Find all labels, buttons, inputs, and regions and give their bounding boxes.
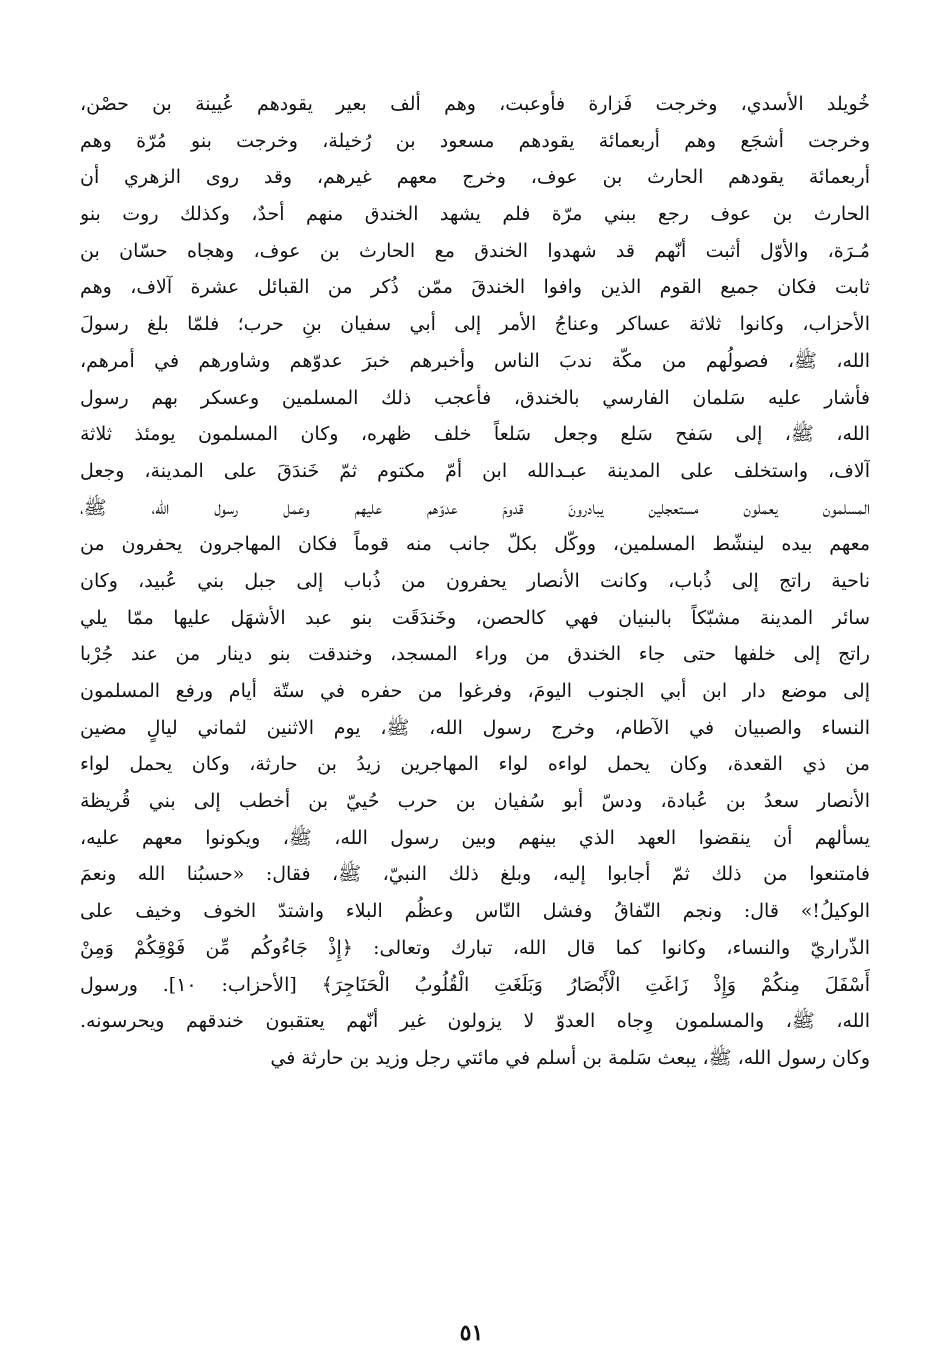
text-line: الله، ﷺ، إلى سَفح سَلع وجعل سَلعاً خلف ظهره، وكان المسلمون يومئذ ثلاثة	[80, 423, 870, 446]
text-line: أَسْفَلَ مِنكُمْ وَإِذْ زَاغَتِ الْأَبْصَارُ وَبَلَغَتِ الْقُلُوبُ الْحَنَاجِرَ﴾ [الأحزاب: ١٠]. ورسول	[80, 973, 870, 996]
text-line: ناحية راتج إلى ذُباب، وكانت الأنصار يحفرون من ذُباب إلى جبل بني عُبيد، وكان	[80, 569, 870, 592]
text-line: وكان رسول الله، ﷺ، يبعث سَلمة بن أسلم في مائتي رجل وزيد بن حارثة في	[270, 1046, 870, 1069]
text-line: فامتنعوا من ذلك ثمّ أجابوا إليه، وبلغ ذلك النبيّ، ﷺ، فقال: «حسبُنا الله ونعمَ	[80, 863, 870, 886]
text-line: الوكيلُ!» قال: ونجم النّفاقُ وفشل النّاس وعظُم البلاء واشتدّ الخوف وخيف على	[80, 900, 870, 923]
text-line: الأحزاب، وكانوا ثلاثة عساكر وعناجُ الأمر إلى أبي سفيان بنِ حرب؛ فلمّا بلغ رسولَ	[80, 313, 870, 336]
text-line: إلى موضع دار ابن أبي الجنوب اليومَ، وفرغوا من حفره في ستّة أيام ورفع المسلمون	[80, 680, 870, 702]
text-line: خُويلد الأسدي، وخرجت فَزارة فأوعبت، وهم ألف بعير يقودهم عُيينة بن حصْن،	[80, 93, 870, 115]
text-line: الحارث بن عوف رجع ببني مرّة فلم يشهد الخندق منهم أحدٌ، وكذلك روت بنو	[80, 203, 870, 226]
text-line: الله، ﷺ، فصولُهم من مكّة ندبَ الناس وأخبرهم خبرَ عدوّهم وشاورهم في أمرهم،	[80, 349, 870, 372]
text-line: معهم بيده لينشّط المسلمين، ووكّل بكلّ جانب منه قوماً فكان المهاجرون يحفرون من	[80, 533, 870, 556]
body-text	[80, 86, 870, 1077]
text-line: الأنصار سعدُ بن عُبادة، ودسّ أبو سُفيان بن حرب حُييّ بن أخطب إلى بني قُريظة	[80, 790, 870, 813]
text-line: الله، ﷺ، والمسلمون وِجاه العدوّ لا يزولون غير أنّهم يعتقبون خندقهم ويحرسونه.	[80, 1010, 870, 1033]
text-line: ثابت فكان جميع القوم الذين وافوا الخندقَ ممّن ذُكر من القبائل عشرة آلاف، وهم	[80, 276, 870, 299]
text-line: أربعمائة يقودهم الحارث بن عوف، وخرج معهم غيرهم، وقد روى الزهري أن	[80, 166, 870, 189]
text-line: من ذي القعدة، وكان يحمل لواءه لواء المهاجرين زيدُ بن حارثة، وكان يحمل لواء	[80, 753, 870, 776]
text-line: سائر المدينة مشبّكاً بالبنيان فهي كالحصن، وخَندَقَت بنو عبد الأشهَل عليها ممّا يلي	[80, 606, 870, 629]
text-line: يسألهم أن ينقضوا العهد الذي بينهم وبين رسول الله، ﷺ، ويكونوا معهم عليه،	[80, 826, 870, 849]
page-number: ٥١	[459, 1320, 484, 1346]
text-line: الذّراريّ والنساء، وكانوا كما قال الله، تبارك وتعالى: ﴿إِذْ جَاءُوكُم مِّن فَوْقِكُمْ وَمِنْ	[80, 936, 870, 959]
text-line: راتج إلى خلفها حتى جاء الخندق من وراء المسجد، وخندقت بنو دينار من عند جُرْبا	[80, 643, 870, 666]
text-line: مُـرَة، والأوّل أثبت أنّهم قد شهدوا الخندق مع الحارث بن عوف، وهجاه حسّان بن	[80, 239, 870, 262]
text-line: آلاف، واستخلف على المدينة عبـدالله ابن أمّ مكتوم ثمّ خَندَقَ على المدينة، وجعل	[80, 459, 870, 482]
text-line: فأشار عليه سَلمان الفارسي بالخندق، فأعجب ذلك المسلمين وعسكر بهم رسول	[80, 386, 870, 409]
text-line: وخرجت أشجَع وهم أربعمائة يقودهم مسعود بن رُخيلة، وخرجت بنو مُرّة وهم	[80, 129, 870, 152]
text-line: النساء والصبيان في الآطام، وخرج رسول الله، ﷺ، يوم الاثنين لثماني ليالٍ مضين	[80, 716, 870, 739]
text-line: المسلمون يعملون مستعجلين يبادرونَ قدومَ عدوّهم عليهم وعمل رسول الله، ﷺ،	[80, 496, 870, 519]
